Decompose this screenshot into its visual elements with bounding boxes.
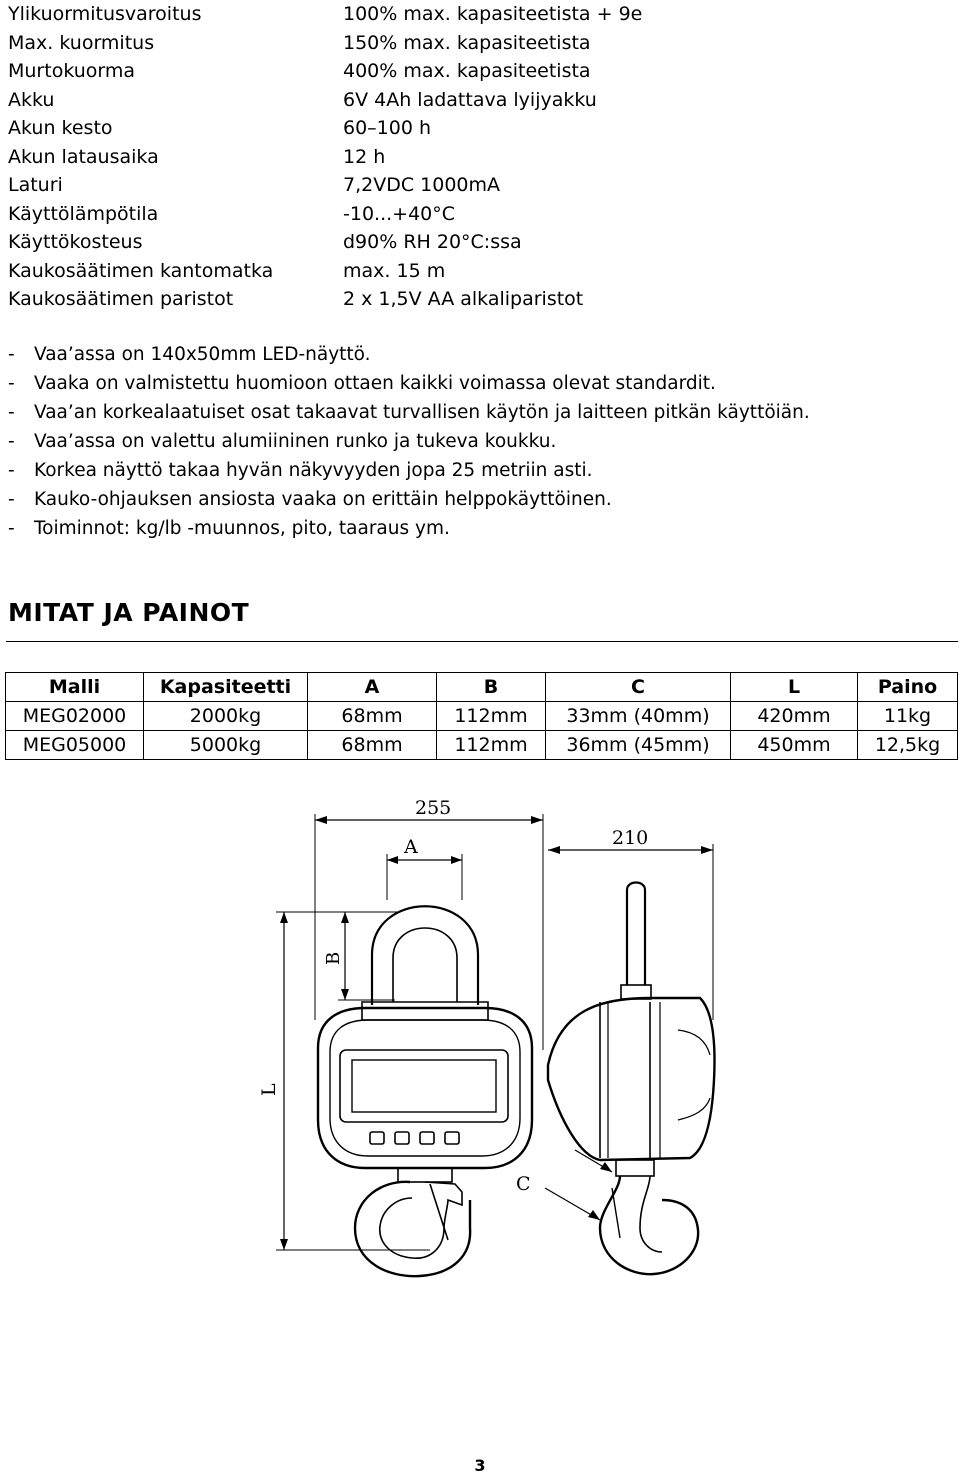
bullet-dash: - — [8, 373, 15, 394]
side-body-detail — [678, 1098, 710, 1120]
section-divider — [6, 641, 958, 642]
feature-list — [8, 340, 948, 543]
spec-label: Akun kesto — [8, 117, 113, 139]
feature-text: Korkea näyttö takaa hyvän näkyvyyden jopa 25 metriin asti. — [34, 460, 593, 481]
feature-text: Toiminnot: kg/lb -muunnos, pito, taaraus ym. — [34, 518, 450, 539]
bullet-dash: - — [8, 344, 15, 365]
bullet-dash: - — [8, 460, 15, 481]
table-cell: 112mm — [437, 731, 546, 760]
button-icon — [395, 1132, 409, 1144]
arrow-head — [701, 846, 713, 854]
table-cell: 420mm — [731, 702, 858, 731]
section-title: MITAT JA PAINOT — [8, 598, 250, 627]
side-view — [516, 827, 714, 1274]
hook-outline — [355, 1182, 470, 1276]
side-shackle — [627, 883, 645, 986]
spec-row — [8, 171, 908, 200]
arrow-head — [280, 1239, 288, 1250]
l-label: L — [258, 1083, 280, 1096]
arrow-head — [588, 1210, 600, 1220]
feature-text: Vaa’assa on valettu alumiininen runko ja tukeva koukku. — [34, 431, 557, 452]
feature-text: Kauko-ohjauksen ansiosta vaaka on erittäin helppokäyttöinen. — [34, 489, 612, 510]
table-cell: MEG02000 — [6, 702, 144, 731]
feature-text: Vaa’an korkealaatuiset osat takaavat turvallisen käytön ja laitteen pitkän käyttöiän. — [34, 402, 810, 423]
arrow-head — [548, 846, 560, 854]
spec-row — [8, 143, 908, 172]
table-cell: 33mm (40mm) — [546, 702, 731, 731]
table-row — [6, 702, 958, 731]
bullet-dash: - — [8, 431, 15, 452]
bullet-dash: - — [8, 489, 15, 510]
side-hook-outline — [600, 1176, 698, 1274]
bullet-dash: - — [8, 518, 15, 539]
feature-item — [8, 398, 948, 427]
spec-value: 60–100 h — [343, 117, 432, 139]
spec-row — [8, 228, 908, 257]
front-view — [258, 797, 543, 1276]
spec-label: Murtokuorma — [8, 60, 136, 82]
spec-list — [8, 0, 908, 314]
spec-row — [8, 57, 908, 86]
feature-item — [8, 456, 948, 485]
scale-dimension-drawing — [0, 780, 960, 1280]
a-label: A — [404, 836, 418, 858]
spec-value: 150% max. kapasiteetista — [343, 31, 591, 54]
spec-value: 7,2VDC 1000mA — [343, 174, 501, 196]
hook-inner — [380, 1182, 462, 1258]
shackle-mount — [362, 1002, 488, 1020]
feature-item — [8, 340, 948, 369]
arrow-head — [531, 816, 543, 824]
table-cell: 68mm — [308, 731, 437, 760]
button-icon — [420, 1132, 434, 1144]
spec-value: 2 x 1,5V AA alkaliparistot — [343, 288, 584, 310]
spec-label: Käyttökosteus — [8, 231, 143, 253]
arrow-head — [600, 1162, 612, 1172]
table-cell: 36mm (45mm) — [546, 731, 731, 760]
dimensions-table — [5, 672, 958, 760]
spec-value: 100% max. kapasiteetista + 9e — [343, 3, 643, 25]
table-cell: 2000kg — [144, 702, 308, 731]
button-icon — [370, 1132, 384, 1144]
depth-label: 210 — [612, 827, 649, 849]
width-label: 255 — [415, 797, 452, 819]
table-cell: 68mm — [308, 702, 437, 731]
arrow-head — [341, 912, 349, 923]
feature-text: Vaa’assa on 140x50mm LED-näyttö. — [34, 344, 371, 365]
spec-value: 400% max. kapasiteetista — [343, 60, 591, 82]
arrow-head — [341, 989, 349, 1000]
table-header-cell: Malli — [6, 673, 144, 702]
hook-swivel — [398, 1168, 452, 1182]
table-row — [6, 731, 958, 760]
spec-label: Akun latausaika — [8, 145, 159, 168]
button-icon — [445, 1132, 459, 1144]
display-frame — [340, 1050, 508, 1122]
spec-row — [8, 86, 908, 115]
spec-row — [8, 114, 908, 143]
spec-row — [8, 29, 908, 58]
table-header-row — [6, 673, 958, 702]
spec-value: d90% RH 20°C:ssa — [343, 231, 522, 253]
spec-value: 12 h — [343, 145, 386, 168]
side-hook-inner — [640, 1176, 662, 1252]
arrow-head — [315, 816, 327, 824]
table-cell: 11kg — [858, 702, 958, 731]
spec-label: Käyttölämpötila — [8, 202, 159, 225]
table-header-cell: A — [308, 673, 437, 702]
spec-label: Laturi — [8, 174, 63, 196]
bullet-dash: - — [8, 402, 15, 423]
table-header-cell: Paino — [858, 673, 958, 702]
feature-text: Vaaka on valmistettu huomioon ottaen kaikki voimassa olevat standardit. — [34, 373, 716, 394]
side-swivel — [616, 1160, 654, 1176]
table-cell: 450mm — [731, 731, 858, 760]
spec-label: Max. kuormitus — [8, 31, 155, 54]
shackle-outline — [372, 906, 478, 1005]
table-header-cell: L — [731, 673, 858, 702]
spec-row — [8, 285, 908, 314]
table-header-cell: B — [437, 673, 546, 702]
spec-label: Ylikuormitusvaroitus — [8, 3, 202, 25]
feature-item — [8, 514, 948, 543]
spec-value: -10...+40°C — [343, 202, 456, 225]
spec-row — [8, 257, 908, 286]
feature-item — [8, 485, 948, 514]
side-latch — [612, 1188, 620, 1238]
safety-latch — [430, 1184, 448, 1240]
table-header-cell: Kapasiteetti — [144, 673, 308, 702]
spec-value: 6V 4Ah ladattava lyijyakku — [343, 88, 597, 111]
spec-label: Akku — [8, 88, 55, 111]
table-cell: 12,5kg — [858, 731, 958, 760]
arrow-head — [387, 856, 398, 864]
spec-label: Kaukosäätimen kantomatka — [8, 259, 274, 282]
shackle-inner — [393, 928, 457, 1002]
arrow-head — [451, 856, 462, 864]
arrow-head — [280, 912, 288, 923]
side-body — [548, 998, 714, 1160]
table-header-cell: C — [546, 673, 731, 702]
spec-value: max. 15 m — [343, 259, 446, 282]
c-label: C — [516, 1173, 531, 1195]
table-cell: 5000kg — [144, 731, 308, 760]
scale-body-inner — [330, 1020, 520, 1156]
side-body-detail — [678, 1030, 710, 1055]
table-cell: 112mm — [437, 702, 546, 731]
display-screen — [352, 1060, 496, 1112]
feature-item — [8, 427, 948, 456]
table-cell: MEG05000 — [6, 731, 144, 760]
spec-label: Kaukosäätimen paristot — [8, 288, 234, 310]
spec-row — [8, 0, 908, 29]
feature-item — [8, 369, 948, 398]
spec-row — [8, 200, 908, 229]
page-number: 3 — [474, 1456, 486, 1475]
b-label: B — [323, 951, 344, 965]
